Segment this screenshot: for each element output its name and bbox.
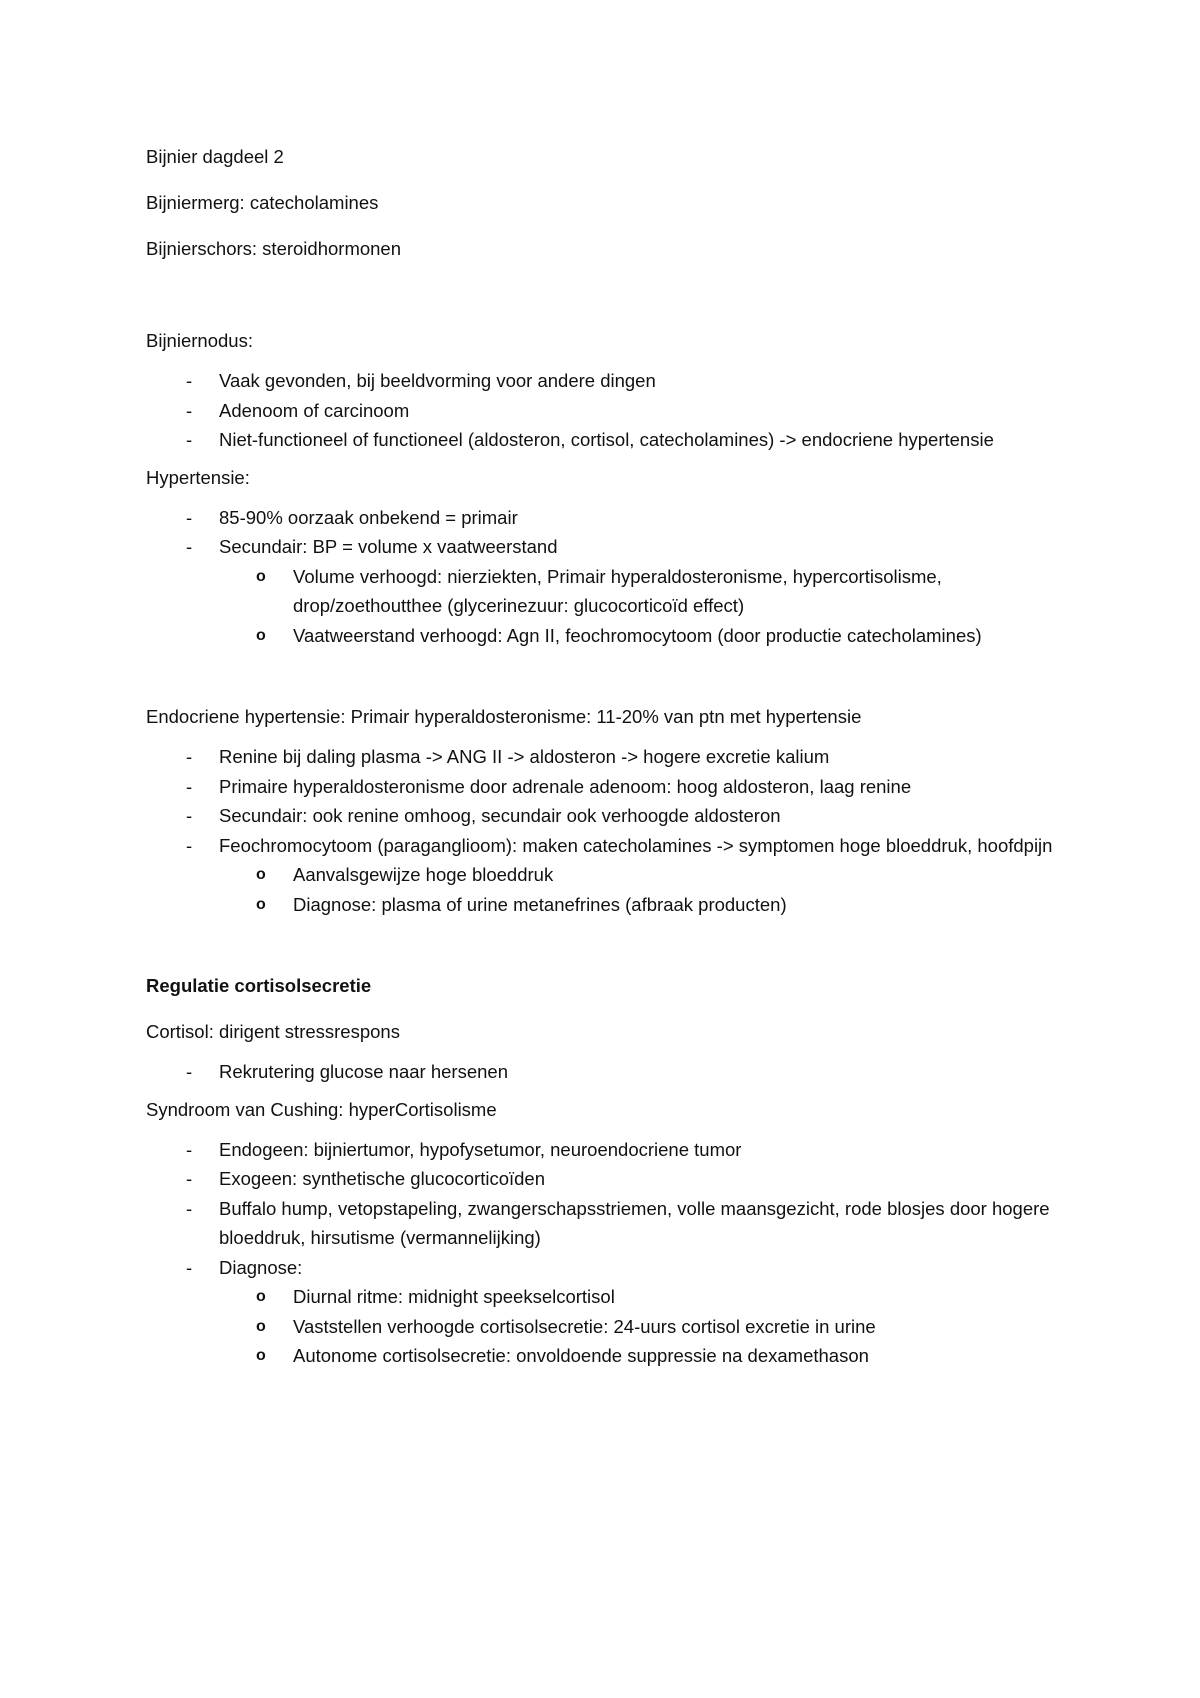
list-item-text: Vaatweerstand verhoogd: Agn II, feochromocytoom (door productie catecholamines) — [293, 624, 982, 646]
list-item — [146, 1135, 1086, 1165]
list-item-text: Secundair: BP = volume x vaatweerstand — [219, 536, 558, 557]
dash-bullet-marker: - — [186, 834, 193, 856]
paragraph: Hypertensie: — [146, 466, 250, 488]
sub-list-item — [146, 1282, 1086, 1312]
paragraph: Syndroom van Cushing: hyperCortisolisme — [146, 1098, 497, 1120]
list-item — [146, 503, 1086, 533]
list-item — [146, 742, 1086, 772]
dash-bullet-marker: - — [186, 399, 193, 421]
list-item — [146, 772, 1086, 802]
list-item-text: Adenoom of carcinoom — [219, 399, 410, 421]
dash-bullet-marker: - — [186, 1138, 193, 1160]
document-page — [146, 144, 1086, 1371]
paragraph: Bijnierschors: steroidhormonen — [146, 238, 402, 259]
sub-list-item — [146, 890, 1086, 920]
list-item-text: Exogeen: synthetische glucocorticoïden — [219, 1168, 546, 1189]
paragraph: Endocriene hypertensie: Primair hyperaldosteronisme: 11-20% van ptn met hypertensie — [146, 706, 862, 727]
list-item — [146, 396, 1086, 426]
circle-bullet-marker: o — [256, 866, 266, 883]
dash-bullet-marker: - — [186, 1168, 193, 1189]
section-heading: Regulatie cortisolsecretie — [146, 975, 372, 996]
circle-bullet-marker: o — [256, 626, 266, 644]
list-item-text: Endogeen: bijniertumor, hypofysetumor, neuroendocriene tumor — [219, 1138, 742, 1160]
list-item — [146, 831, 1086, 861]
bullet-list — [146, 366, 1086, 455]
dash-bullet-marker: - — [186, 1061, 193, 1082]
list-item — [146, 1057, 1086, 1087]
list-item — [146, 425, 1086, 455]
list-item-text: Volume verhoogd: nierziekten, Primair hyperaldosteronisme, hypercortisolisme, drop/zoethoutthee (glycerinezuur: glucocorticoïd effect) — [293, 565, 942, 616]
list-item — [146, 801, 1086, 831]
bullet-list — [146, 503, 1086, 651]
bullet-list — [146, 1135, 1086, 1371]
list-item-text: Feochromocytoom (paraganglioom): maken catecholamines -> symptomen hoge bloeddruk, hoofdpijn — [219, 834, 1053, 856]
list-item-text: Secundair: ook renine omhoog, secundair ook verhoogde aldosteron — [219, 805, 781, 826]
paragraph: Bijniermerg: catecholamines — [146, 192, 379, 213]
sub-list-item — [146, 562, 1086, 621]
sub-list-item — [146, 621, 1086, 651]
dash-bullet-marker: - — [186, 775, 193, 797]
list-item-text: Diagnose: plasma of urine metanefrines (afbraak producten) — [293, 893, 787, 915]
dash-bullet-marker: - — [186, 370, 193, 391]
circle-bullet-marker: o — [256, 895, 266, 913]
bullet-list — [146, 742, 1086, 919]
circle-bullet-marker: o — [256, 567, 266, 585]
list-item-text: Renine bij daling plasma -> ANG II -> aldosteron -> hogere excretie kalium — [219, 746, 830, 767]
list-item — [146, 1164, 1086, 1194]
circle-bullet-marker: o — [256, 1347, 266, 1364]
list-item-text: Rekrutering glucose naar hersenen — [219, 1061, 508, 1082]
list-item — [146, 532, 1086, 562]
list-item — [146, 1194, 1086, 1253]
circle-bullet-marker: o — [256, 1317, 266, 1335]
paragraph: Cortisol: dirigent stressrespons — [146, 1021, 400, 1042]
list-item-text: Vaak gevonden, bij beeldvorming voor andere dingen — [219, 370, 656, 391]
dash-bullet-marker: - — [186, 746, 193, 767]
list-item — [146, 1253, 1086, 1283]
list-item-text: Autonome cortisolsecretie: onvoldoende suppressie na dexamethason — [293, 1345, 869, 1366]
circle-bullet-marker: o — [256, 1288, 266, 1305]
dash-bullet-marker: - — [186, 429, 193, 450]
paragraph: Bijnier dagdeel 2 — [146, 146, 284, 167]
list-item-text: Primaire hyperaldosteronisme door adrenale adenoom: hoog aldosteron, laag renine — [219, 775, 912, 797]
dash-bullet-marker: - — [186, 506, 193, 528]
list-item-text: Vaststellen verhoogde cortisolsecretie: 24-uurs cortisol excretie in urine — [293, 1315, 876, 1337]
list-item-text: Niet-functioneel of functioneel (aldosteron, cortisol, catecholamines) -> endocriene hypertensie — [219, 429, 994, 450]
list-item-text: Diurnal ritme: midnight speekselcortisol — [293, 1286, 615, 1307]
list-item-text: Aanvalsgewijze hoge bloeddruk — [293, 864, 554, 885]
bullet-list — [146, 1057, 1086, 1087]
list-item-text: 85-90% oorzaak onbekend = primair — [219, 506, 518, 528]
sub-list-item — [146, 1312, 1086, 1342]
paragraph: Bijniernodus: — [146, 330, 253, 351]
sub-list-item — [146, 860, 1086, 890]
dash-bullet-marker: - — [186, 536, 193, 557]
list-item-text: Diagnose: — [219, 1256, 303, 1278]
dash-bullet-marker: - — [186, 805, 193, 826]
dash-bullet-marker: - — [186, 1256, 193, 1278]
dash-bullet-marker: - — [186, 1197, 193, 1219]
sub-list-item — [146, 1341, 1086, 1371]
list-item — [146, 366, 1086, 396]
list-item-text: Buffalo hump, vetopstapeling, zwangerschapsstriemen, volle maansgezicht, rode blosjes door hogere bloeddruk, hirsutisme (vermannelijking) — [219, 1197, 1050, 1248]
